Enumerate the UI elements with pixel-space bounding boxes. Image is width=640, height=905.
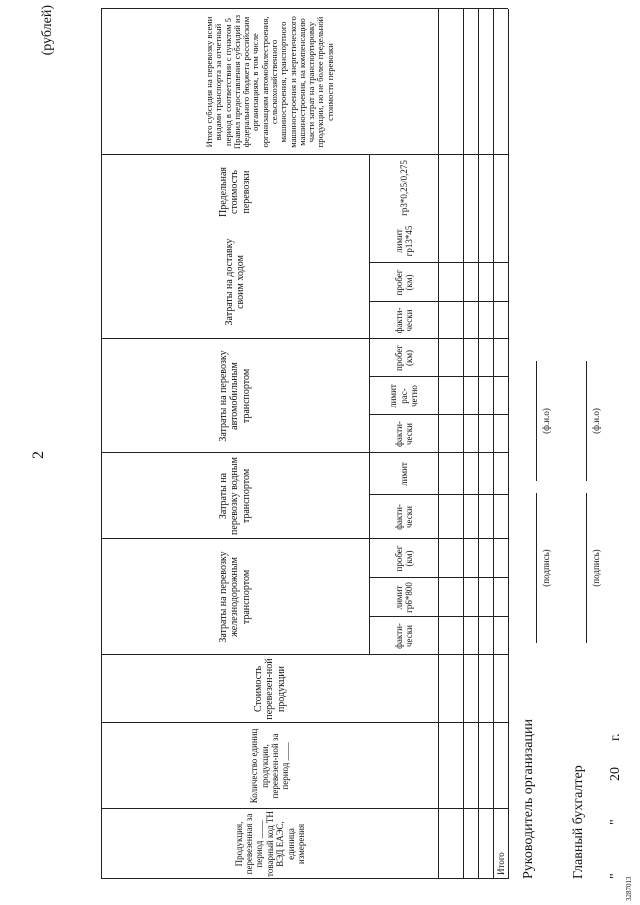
header-product: Продукция, перевезенная за период ____ товарный код ТН ВЭД ЕАЭС, единица измерения xyxy=(233,811,306,877)
head-name-caption: (ф.и.о) xyxy=(540,408,551,434)
subheader-rail-fact: факти-чески xyxy=(393,623,414,649)
footer-code: 3287013 xyxy=(625,876,633,901)
header-auto-group: Затраты на перевозку автомобильным транспортом xyxy=(217,350,252,442)
accountant-signature-caption: (подпись) xyxy=(590,549,601,587)
date-close-quote: " xyxy=(608,819,623,825)
header-product-value: Стоимость перевезен-ной продукции xyxy=(252,658,287,720)
subheader-own-limit: лимит гр13*45 xyxy=(393,225,414,257)
header-rail-group: Затраты на перевозку железнодорожным транспортом xyxy=(217,551,252,643)
subheader-water-limit: лимит xyxy=(398,462,409,486)
header-quantity: Количество единиц продукции, перевезен-ной за период ____ xyxy=(249,728,291,804)
chief-accountant-label: Главный бухгалтер xyxy=(571,765,586,879)
date-year: 20 xyxy=(608,767,623,781)
subheader-auto-mileage: пробег (км) xyxy=(393,345,414,371)
date-open-quote: " xyxy=(608,873,623,879)
page-number: 2 xyxy=(29,451,47,459)
header-own-group: Затраты на доставку своим ходом xyxy=(223,238,246,326)
subheader-water-fact: факти-чески xyxy=(393,504,414,530)
date-suffix: г. xyxy=(608,733,623,741)
subheader-own-mileage: пробег (км) xyxy=(393,269,414,296)
subheader-auto-fact: факти-чески xyxy=(393,421,414,447)
total-row-label: Итого xyxy=(496,852,506,875)
limit-formula: гр3*0,25/0,275 xyxy=(398,160,409,216)
subheader-rail-limit: лимит гр6*800 xyxy=(393,582,414,613)
subheader-auto-limit: лимит рас-четно xyxy=(388,384,420,408)
head-signature-caption: (подпись) xyxy=(540,549,551,587)
header-total-subsidy: Итого субсидия на перевозку всеми видами транспорта за отчетный период в соответствии с пунктом 5 Правил предоставления субсидий из федерального бюджета российским организациям, в том числе организациям автомобилестроения, сельскохозяйственного машиностроения, транспортного машиностроения и энергетического машиностроения, на компенсацию части затрат на транспортировку продукции, но не более предельной стоимости перевозки xyxy=(204,14,335,150)
subheader-rail-mileage: пробег (км) xyxy=(393,545,414,572)
header-water-group: Затраты на перевозку водным транспортом xyxy=(217,457,252,535)
accountant-name-caption: (ф.и.о) xyxy=(590,408,601,434)
subheader-own-fact: факти-чески xyxy=(393,307,414,334)
units-label: (рублей) xyxy=(40,5,55,56)
header-limit-cost: Предельная стоимость перевозки xyxy=(217,167,252,217)
head-of-organization-label: Руководитель организации xyxy=(521,719,536,879)
